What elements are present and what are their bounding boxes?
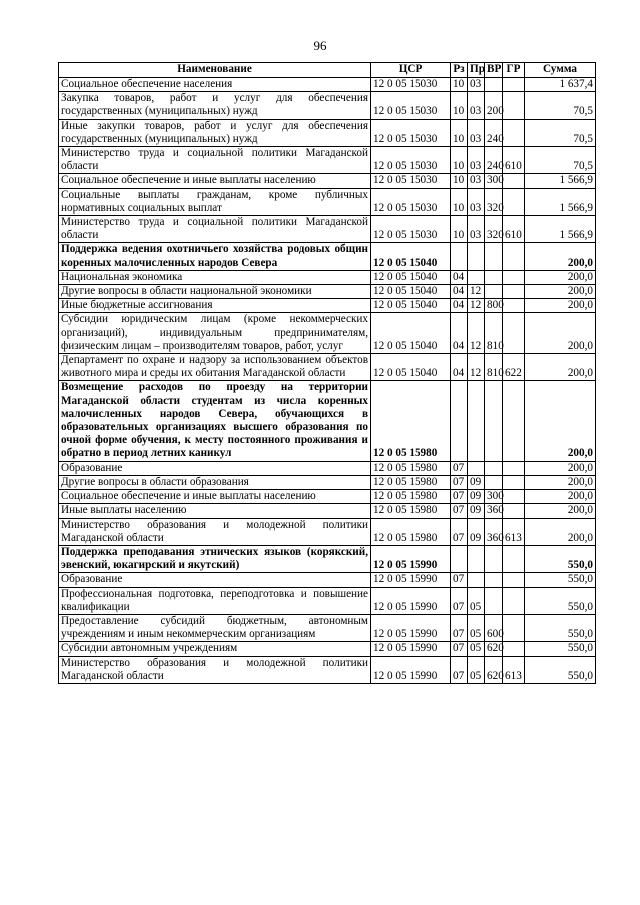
header-gr: ГР xyxy=(503,63,525,78)
cell-sum: 70,5 xyxy=(525,92,596,119)
cell-vr: 320 xyxy=(485,188,503,215)
cell-vr: 320 xyxy=(485,216,503,243)
cell-gr xyxy=(503,285,525,299)
cell-rz xyxy=(451,243,468,270)
cell-name: Образование xyxy=(59,461,371,475)
table-row xyxy=(59,119,596,146)
cell-sum: 200,0 xyxy=(525,518,596,545)
cell-sum: 1 566,9 xyxy=(525,216,596,243)
cell-sum: 200,0 xyxy=(525,504,596,518)
cell-gr xyxy=(503,381,525,461)
cell-vr xyxy=(485,587,503,614)
cell-csr: 12 0 05 15990 xyxy=(371,642,451,656)
cell-sum: 200,0 xyxy=(525,475,596,489)
cell-rz: 10 xyxy=(451,119,468,146)
table-row xyxy=(59,270,596,284)
cell-gr: 622 xyxy=(503,354,525,381)
cell-gr xyxy=(503,78,525,92)
table-row xyxy=(59,614,596,641)
cell-name: Социальные выплаты гражданам, кроме публичных нормативных социальных выплат xyxy=(59,188,371,215)
header-sum: Сумма xyxy=(525,63,596,78)
cell-name: Другие вопросы в области национальной экономики xyxy=(59,285,371,299)
cell-vr xyxy=(485,270,503,284)
cell-pr: 05 xyxy=(468,642,485,656)
cell-name: Субсидии автономным учреждениям xyxy=(59,642,371,656)
cell-pr: 12 xyxy=(468,285,485,299)
table-row xyxy=(59,354,596,381)
cell-name: Министерство образования и молодежной политики Магаданской области xyxy=(59,656,371,683)
cell-name: Социальное обеспечение и иные выплаты населению xyxy=(59,174,371,188)
table-row xyxy=(59,490,596,504)
cell-rz: 10 xyxy=(451,216,468,243)
cell-vr xyxy=(485,545,503,572)
cell-gr xyxy=(503,475,525,489)
cell-pr xyxy=(468,381,485,461)
cell-sum: 70,5 xyxy=(525,119,596,146)
header-rz: Рз xyxy=(451,63,468,78)
cell-pr xyxy=(468,270,485,284)
cell-csr: 12 0 05 15030 xyxy=(371,216,451,243)
cell-csr: 12 0 05 15990 xyxy=(371,614,451,641)
cell-pr xyxy=(468,573,485,587)
cell-vr: 300 xyxy=(485,490,503,504)
cell-sum: 200,0 xyxy=(525,243,596,270)
cell-csr: 12 0 05 15030 xyxy=(371,188,451,215)
cell-name: Закупка товаров, работ и услуг для обеспечения государственных (муниципальных) нужд xyxy=(59,92,371,119)
cell-pr: 05 xyxy=(468,614,485,641)
header-csr: ЦСР xyxy=(371,63,451,78)
cell-pr: 05 xyxy=(468,587,485,614)
cell-sum: 200,0 xyxy=(525,299,596,313)
cell-rz: 10 xyxy=(451,174,468,188)
cell-name: Возмещение расходов по проезду на территории Магаданской области студентам из числа коренных малочисленных народов Севера, обучающихся в образовательных организациях высшего образования по очной форме обучения, к месту постоянного проживания и обратно в период летних каникул xyxy=(59,381,371,461)
cell-csr: 12 0 05 15980 xyxy=(371,381,451,461)
cell-name: Профессиональная подготовка, переподготовка и повышение квалификации xyxy=(59,587,371,614)
cell-pr: 03 xyxy=(468,188,485,215)
cell-gr xyxy=(503,490,525,504)
cell-vr: 810 xyxy=(485,313,503,354)
cell-csr: 12 0 05 15990 xyxy=(371,587,451,614)
cell-csr: 12 0 05 15980 xyxy=(371,461,451,475)
cell-sum: 550,0 xyxy=(525,573,596,587)
cell-pr: 03 xyxy=(468,92,485,119)
table-row xyxy=(59,475,596,489)
cell-vr: 810 xyxy=(485,354,503,381)
cell-name: Образование xyxy=(59,573,371,587)
cell-pr: 09 xyxy=(468,490,485,504)
cell-rz: 04 xyxy=(451,285,468,299)
cell-sum: 550,0 xyxy=(525,656,596,683)
table-row xyxy=(59,587,596,614)
cell-gr xyxy=(503,119,525,146)
table-row xyxy=(59,243,596,270)
cell-gr xyxy=(503,313,525,354)
cell-vr xyxy=(485,285,503,299)
cell-rz: 07 xyxy=(451,504,468,518)
cell-name: Иные выплаты населению xyxy=(59,504,371,518)
cell-csr: 12 0 05 15990 xyxy=(371,545,451,572)
table-row xyxy=(59,92,596,119)
cell-vr xyxy=(485,78,503,92)
cell-sum: 1 566,9 xyxy=(525,174,596,188)
cell-gr xyxy=(503,299,525,313)
cell-csr: 12 0 05 15990 xyxy=(371,656,451,683)
cell-sum: 550,0 xyxy=(525,642,596,656)
cell-gr xyxy=(503,642,525,656)
cell-name: Министерство труда и социальной политики Магаданской области xyxy=(59,216,371,243)
table-row xyxy=(59,381,596,461)
cell-vr xyxy=(485,243,503,270)
cell-sum: 200,0 xyxy=(525,313,596,354)
cell-sum: 1 566,9 xyxy=(525,188,596,215)
cell-sum: 550,0 xyxy=(525,587,596,614)
cell-rz: 07 xyxy=(451,642,468,656)
cell-name: Поддержка ведения охотничьего хозяйства родовых общин коренных малочисленных народов Севера xyxy=(59,243,371,270)
cell-csr: 12 0 05 15040 xyxy=(371,243,451,270)
cell-pr: 09 xyxy=(468,518,485,545)
cell-gr xyxy=(503,270,525,284)
table-row xyxy=(59,188,596,215)
cell-rz: 07 xyxy=(451,587,468,614)
table-body xyxy=(59,78,596,684)
cell-vr: 240 xyxy=(485,119,503,146)
page-number: 96 xyxy=(313,38,327,53)
table-row xyxy=(59,299,596,313)
table-row xyxy=(59,642,596,656)
table-row xyxy=(59,285,596,299)
cell-csr: 12 0 05 15980 xyxy=(371,475,451,489)
cell-rz: 10 xyxy=(451,147,468,174)
cell-vr: 800 xyxy=(485,299,503,313)
cell-pr xyxy=(468,461,485,475)
cell-csr: 12 0 05 15030 xyxy=(371,119,451,146)
table-row xyxy=(59,174,596,188)
cell-pr: 03 xyxy=(468,78,485,92)
cell-sum: 550,0 xyxy=(525,614,596,641)
cell-name: Социальное обеспечение населения xyxy=(59,78,371,92)
cell-rz: 10 xyxy=(451,78,468,92)
cell-csr: 12 0 05 15990 xyxy=(371,573,451,587)
cell-rz: 07 xyxy=(451,518,468,545)
cell-rz: 10 xyxy=(451,188,468,215)
cell-csr: 12 0 05 15030 xyxy=(371,174,451,188)
cell-rz: 07 xyxy=(451,475,468,489)
cell-csr: 12 0 05 15030 xyxy=(371,147,451,174)
cell-csr: 12 0 05 15980 xyxy=(371,504,451,518)
cell-gr xyxy=(503,188,525,215)
cell-vr: 620 xyxy=(485,642,503,656)
cell-rz: 07 xyxy=(451,614,468,641)
cell-pr: 03 xyxy=(468,216,485,243)
cell-gr xyxy=(503,461,525,475)
cell-csr: 12 0 05 15980 xyxy=(371,490,451,504)
table-row xyxy=(59,78,596,92)
cell-pr: 12 xyxy=(468,299,485,313)
cell-gr xyxy=(503,573,525,587)
cell-gr: 610 xyxy=(503,216,525,243)
cell-rz: 04 xyxy=(451,270,468,284)
table-header-row xyxy=(59,63,596,78)
table-row xyxy=(59,573,596,587)
table-row xyxy=(59,147,596,174)
cell-vr: 360 xyxy=(485,518,503,545)
cell-vr: 240 xyxy=(485,147,503,174)
cell-sum: 200,0 xyxy=(525,461,596,475)
cell-gr xyxy=(503,92,525,119)
cell-rz xyxy=(451,545,468,572)
table-row xyxy=(59,656,596,683)
budget-table xyxy=(58,62,596,684)
cell-gr xyxy=(503,504,525,518)
cell-gr xyxy=(503,174,525,188)
cell-vr: 300 xyxy=(485,174,503,188)
cell-sum: 200,0 xyxy=(525,490,596,504)
cell-gr: 613 xyxy=(503,656,525,683)
cell-gr xyxy=(503,614,525,641)
cell-pr xyxy=(468,243,485,270)
cell-name: Другие вопросы в области образования xyxy=(59,475,371,489)
cell-name: Национальная экономика xyxy=(59,270,371,284)
cell-sum: 200,0 xyxy=(525,381,596,461)
cell-pr xyxy=(468,545,485,572)
cell-vr: 360 xyxy=(485,504,503,518)
cell-vr xyxy=(485,475,503,489)
cell-csr: 12 0 05 15030 xyxy=(371,78,451,92)
table-row xyxy=(59,216,596,243)
cell-name: Социальное обеспечение и иные выплаты населению xyxy=(59,490,371,504)
cell-vr xyxy=(485,381,503,461)
cell-gr xyxy=(503,243,525,270)
header-pr: Пр xyxy=(468,63,485,78)
cell-csr: 12 0 05 15040 xyxy=(371,299,451,313)
cell-pr: 03 xyxy=(468,147,485,174)
cell-pr: 03 xyxy=(468,174,485,188)
cell-sum: 1 637,4 xyxy=(525,78,596,92)
cell-pr: 09 xyxy=(468,475,485,489)
cell-name: Департамент по охране и надзору за использованием объектов животного мира и среды их обитания Магаданской области xyxy=(59,354,371,381)
cell-csr: 12 0 05 15040 xyxy=(371,313,451,354)
cell-rz: 04 xyxy=(451,354,468,381)
cell-vr xyxy=(485,461,503,475)
cell-rz: 07 xyxy=(451,573,468,587)
cell-name: Министерство труда и социальной политики Магаданской области xyxy=(59,147,371,174)
cell-pr: 03 xyxy=(468,119,485,146)
cell-name: Предоставление субсидий бюджетным, автономным учреждениям и иным некоммерческим организациям xyxy=(59,614,371,641)
cell-sum: 550,0 xyxy=(525,545,596,572)
cell-rz: 04 xyxy=(451,299,468,313)
cell-pr: 09 xyxy=(468,504,485,518)
table-row xyxy=(59,518,596,545)
cell-name: Иные закупки товаров, работ и услуг для обеспечения государственных (муниципальных) нужд xyxy=(59,119,371,146)
table-row xyxy=(59,545,596,572)
cell-csr: 12 0 05 15040 xyxy=(371,354,451,381)
cell-pr: 12 xyxy=(468,313,485,354)
cell-csr: 12 0 05 15030 xyxy=(371,92,451,119)
header-vr: ВР xyxy=(485,63,503,78)
header-name: Наименование xyxy=(59,63,371,78)
table-row xyxy=(59,461,596,475)
cell-rz xyxy=(451,381,468,461)
table-row xyxy=(59,313,596,354)
cell-name: Иные бюджетные ассигнования xyxy=(59,299,371,313)
cell-sum: 200,0 xyxy=(525,354,596,381)
cell-csr: 12 0 05 15980 xyxy=(371,518,451,545)
cell-vr: 600 xyxy=(485,614,503,641)
cell-gr xyxy=(503,587,525,614)
cell-name: Поддержка преподавания этнических языков (корякский, эвенский, юкагирский и якутский) xyxy=(59,545,371,572)
cell-gr: 610 xyxy=(503,147,525,174)
cell-rz: 07 xyxy=(451,461,468,475)
table-row xyxy=(59,504,596,518)
cell-sum: 200,0 xyxy=(525,285,596,299)
cell-rz: 04 xyxy=(451,313,468,354)
cell-gr: 613 xyxy=(503,518,525,545)
cell-vr xyxy=(485,573,503,587)
cell-pr: 12 xyxy=(468,354,485,381)
cell-vr: 620 xyxy=(485,656,503,683)
cell-pr: 05 xyxy=(468,656,485,683)
cell-gr xyxy=(503,545,525,572)
cell-rz: 10 xyxy=(451,92,468,119)
cell-vr: 200 xyxy=(485,92,503,119)
cell-sum: 70,5 xyxy=(525,147,596,174)
cell-rz: 07 xyxy=(451,656,468,683)
cell-name: Министерство образования и молодежной политики Магаданской области xyxy=(59,518,371,545)
cell-csr: 12 0 05 15040 xyxy=(371,270,451,284)
cell-csr: 12 0 05 15040 xyxy=(371,285,451,299)
cell-rz: 07 xyxy=(451,490,468,504)
cell-sum: 200,0 xyxy=(525,270,596,284)
cell-name: Субсидии юридическим лицам (кроме некоммерческих организаций), индивидуальным предпринимателям, физическим лицам – производителям товаров, работ, услуг xyxy=(59,313,371,354)
